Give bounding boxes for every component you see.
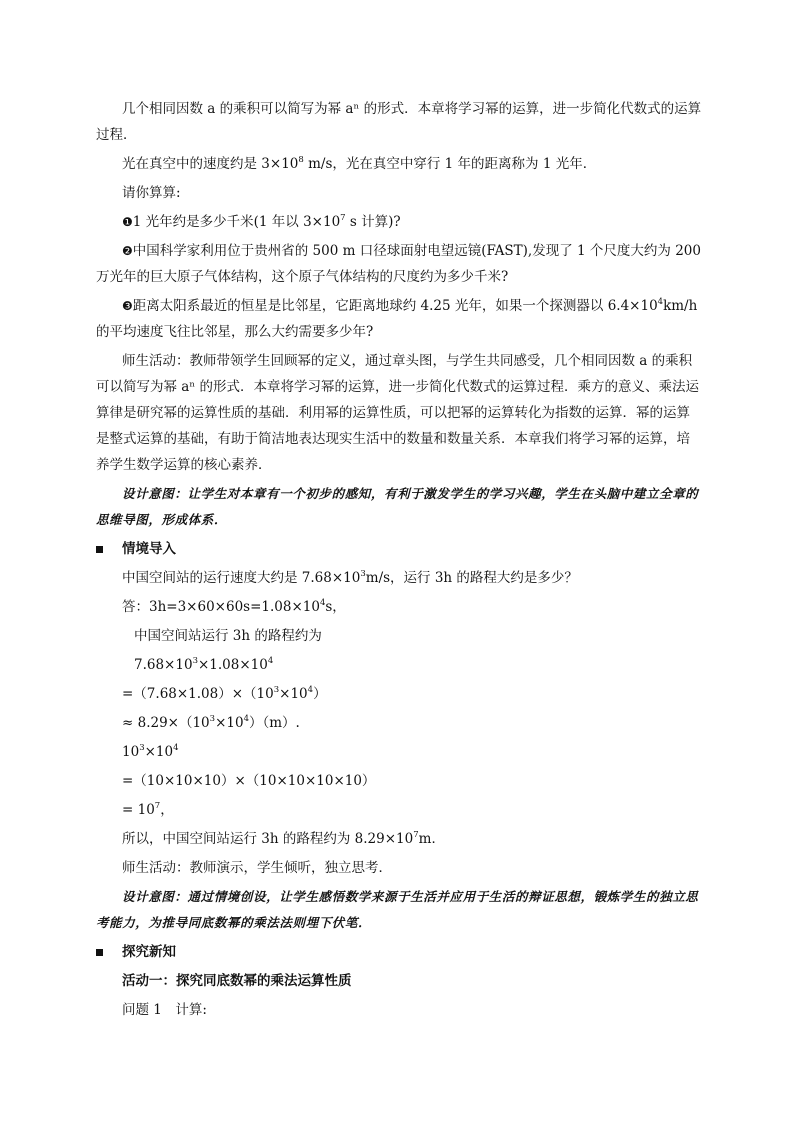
- prompt-text: 请你算算:: [122, 185, 181, 201]
- question-1: ❶1 光年约是多少千米(1 年以 $3\times 10^7$ s 计算)?: [122, 212, 401, 230]
- design-intent: 设计意图：通过情境创设，让学生感悟数学来源于生活并应用于生活的辩证思想，锻炼学生的独立思考能力，为推导同底数幂的乘法法则埋下伏笔．: [96, 889, 699, 930]
- situation-question: 中国空间站的运行速度大约是 $7.68\times 10^3m/s$，运行 3h 的路程大约是多少？: [122, 568, 578, 586]
- answer-conclusion: 所以，中国空间站运行 3h 的路程约为 $8.29\times 10^7m$．: [122, 829, 445, 847]
- light-speed-paragraph: 光在真空中的速度约是 $3\times 10^8$ m/s，光在真空中穿行 1 年的距离称为 1 光年．: [122, 154, 597, 172]
- answer-line: $7.68\times 10^3\times 1.08\times 10^4$: [134, 655, 274, 673]
- answer-line: =（10×10×10）×（10×10×10×10）: [122, 773, 376, 789]
- answer-line: 中国空间站运行 3h 的路程约为: [134, 628, 322, 644]
- section-heading-situation: 情境导入: [96, 536, 702, 562]
- design-intent: 设计意图：让学生对本章有一个初步的感知，有利于激发学生的学习兴趣，学生在头脑中建立全章的思维导图，形成体系．: [96, 486, 699, 527]
- section-heading-explore: 探究新知: [96, 939, 702, 965]
- intro-paragraph: 几个相同因数 a 的乘积可以简写为幂 aⁿ 的形式．本章将学习幂的运算，进一步简化代数式的运算过程．: [96, 101, 702, 143]
- question-2: ❷中国科学家利用位于贵州省的 500 m 口径球面射电望远镜(FAST),发现了 1 个尺度大约为 200 万光年的巨大原子气体结构，这个原子气体结构的尺度约为多少千米?: [96, 243, 701, 285]
- number-2-icon: ❷: [122, 244, 133, 258]
- square-bullet-icon: [96, 546, 103, 553]
- document-body: [96, 96, 702, 1026]
- number-1-icon: ❶: [122, 215, 133, 229]
- answer-line: 答：$3h=3\times 60\times 60s=1.08\times 10^4s$，: [122, 597, 346, 615]
- number-3-icon: ❸: [122, 299, 133, 313]
- activity-title: 活动一：探究同底数幂的乘法运算性质: [122, 973, 352, 989]
- question-3: ❸距离太阳系最近的恒星是比邻星，它距离地球约 4.25 光年，如果一个探测器以 $6.4\times 10^4km/h$ 的平均速度飞往比邻星，那么大约需要多少年?: [96, 296, 698, 340]
- answer-line: = $10^7$，: [122, 800, 174, 818]
- square-bullet-icon: [96, 949, 103, 956]
- answer-line: $=(7.68\times 1.08)\times(10^3\times 10^4)$: [122, 684, 327, 702]
- answer-line: $10^3\times 10^4$: [122, 742, 179, 760]
- problem-label: 问题 1 计算:: [122, 1002, 207, 1018]
- answer-line: ≈ $8.29\times(10^3\times 10^4)(m)$.: [122, 713, 300, 731]
- teacher-student-activity: 师生活动：教师带领学生回顾幂的定义，通过章头图，与学生共同感受，几个相同因数 a 的乘积可以简写为幂 aⁿ 的形式．本章将学习幂的运算，进一步简化代数式的运算过程．乘方的意义、乘法运算律是研究幂的运算性质的基础．利用幂的运算性质，可以把幂的运算转化为指数的运算．幂的运算是整式运算的基础，有助于简洁地表达现实生活中的数量和数量关系．本章我们将学习幂的运算，培养学生数学运算的核心素养．: [96, 353, 699, 473]
- teacher-student-activity: 师生活动：教师演示，学生倾听，独立思考．: [122, 860, 392, 876]
